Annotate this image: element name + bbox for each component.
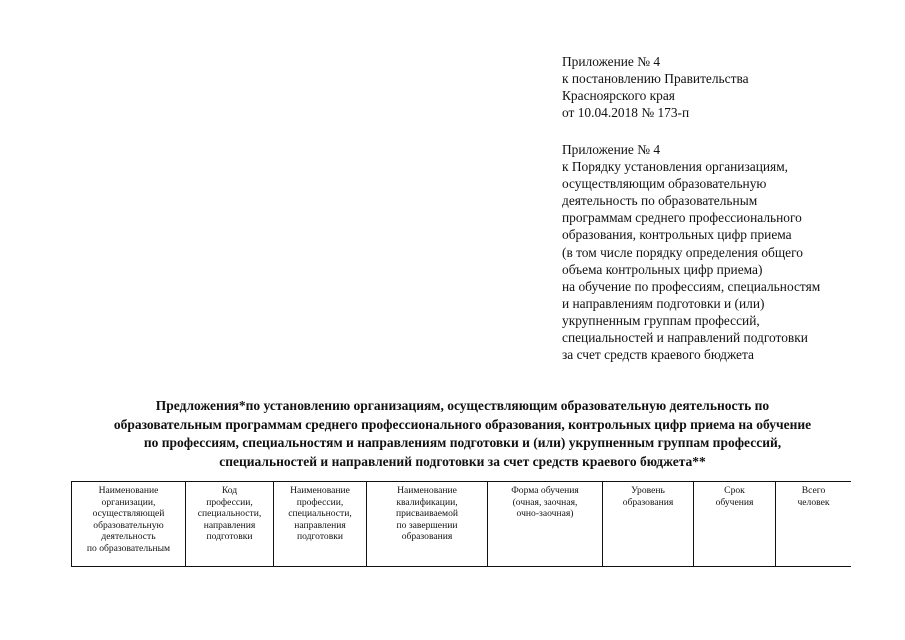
title-line: образовательным программам среднего профессионального образования, контрольных цифр приема на обучение: [113, 416, 812, 432]
header-code: Код профессии, специальности, направления подготовки: [186, 482, 274, 567]
header-education-level: Уровень образования: [603, 482, 694, 567]
annex-line: к постановлению Правительства: [562, 71, 749, 87]
header-profession-name: Наименование профессии, специальности, направления подготовки: [274, 482, 367, 567]
title-line: по профессиям, специальностям и направлениям подготовки и (или) укрупненным группам профессий,: [143, 435, 782, 450]
annex-line: на обучение по профессиям, специальностям: [562, 278, 821, 294]
annex-line: за счет средств краевого бюджета: [562, 347, 754, 363]
annex-line: программам среднего профессионального: [562, 210, 802, 226]
header-qualification: Наименование квалификации, присваиваемой по завершении образования: [367, 482, 488, 567]
annex-procedure: [562, 141, 820, 363]
header-organization: Наименование организации, осуществляющей образовательную деятельность по образовательным: [72, 482, 186, 567]
header-total-persons: Всего человек: [776, 482, 852, 567]
annex-line: к Порядку установления организациям,: [562, 159, 789, 175]
title-line: Предложения*по установлению организациям, осуществляющим образовательную деятельность по: [155, 398, 770, 413]
annex-line: укрупненным группам профессий,: [562, 312, 760, 328]
annex-line: Приложение № 4: [562, 54, 661, 69]
annex-line: от 10.04.2018 № 173-п: [562, 105, 690, 121]
proposals-table: [71, 481, 851, 567]
annex-line: деятельность по образовательным: [562, 193, 758, 209]
annex-line: (в том числе порядку определения общего: [562, 244, 803, 260]
document-title: [40, 397, 885, 471]
annex-line: Красноярского края: [562, 88, 675, 104]
annex-line: осуществляющим образовательную: [562, 176, 767, 192]
table-header-row: [72, 482, 852, 567]
annex-line: специальностей и направлений подготовки: [562, 330, 808, 346]
annex-government-decree: [562, 53, 749, 121]
annex-line: и направлениям подготовки и (или): [562, 295, 765, 311]
proposals-table-wrapper: [71, 481, 851, 567]
annex-line: образования, контрольных цифр приема: [562, 227, 792, 243]
header-study-form: Форма обучения (очная, заочная, очно-заочная): [488, 482, 603, 567]
title-line: специальностей и направлений подготовки за счет средств краевого бюджета**: [219, 453, 706, 469]
header-study-duration: Срок обучения: [694, 482, 776, 567]
annex-line: объема контрольных цифр приема): [562, 261, 763, 277]
annex-line: Приложение № 4: [562, 142, 661, 157]
